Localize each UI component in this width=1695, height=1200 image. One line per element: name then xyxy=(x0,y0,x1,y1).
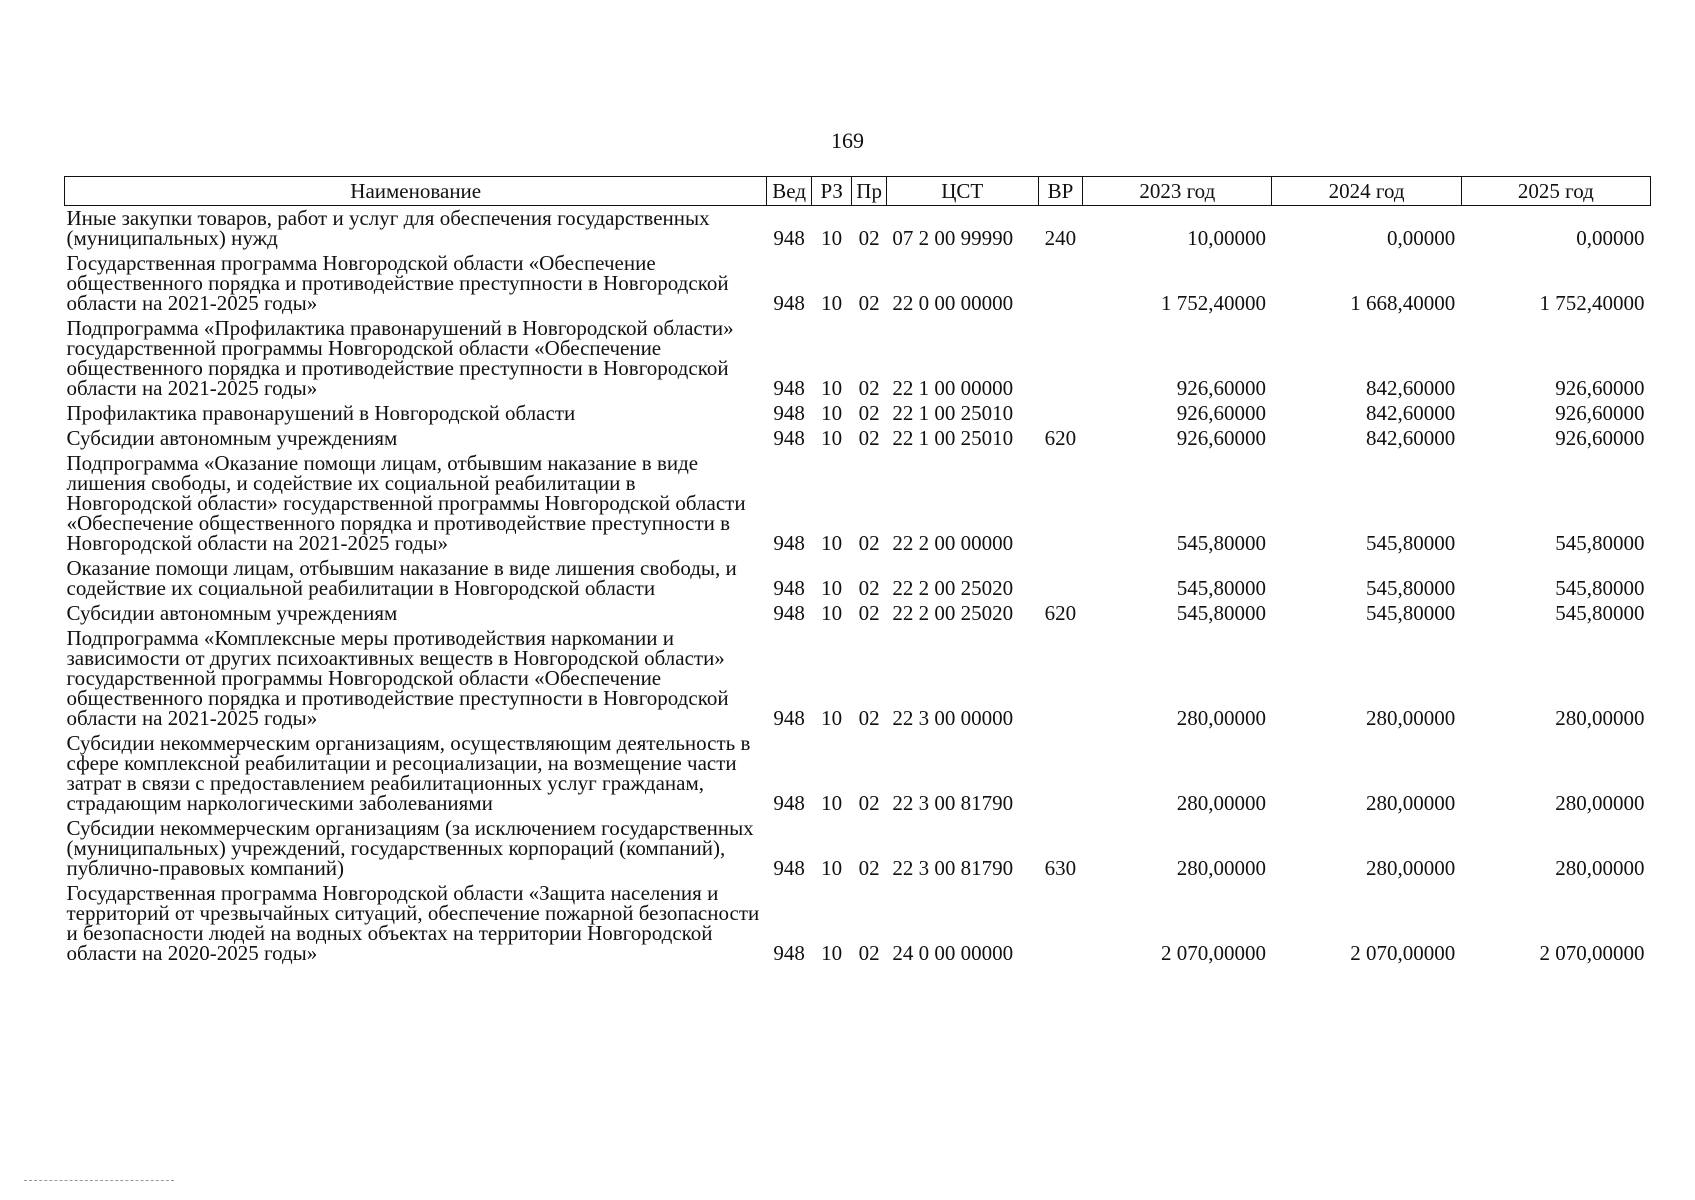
cell-2024: 545,80000 xyxy=(1365,601,1456,625)
header-ved: Вед xyxy=(767,177,812,206)
table-header xyxy=(65,177,1651,206)
cell-rz: 10 xyxy=(821,706,843,730)
cell-vr xyxy=(1038,881,1083,966)
cell-ved: 948 xyxy=(773,941,805,965)
cell-ved: 948 xyxy=(773,601,805,625)
table-row xyxy=(65,451,1651,556)
cell-rz: 10 xyxy=(821,401,843,425)
header-name: Наименование xyxy=(65,177,767,206)
cell-2023: 926,60000 xyxy=(1176,401,1266,425)
table-row xyxy=(65,601,1651,626)
table-row xyxy=(65,206,1651,252)
cell-vr: 630 xyxy=(1044,856,1077,880)
cell-2024: 280,00000 xyxy=(1365,706,1456,730)
cell-name: Оказание помощи лицам, отбывшим наказание в виде лишения свободы, и содействие их социальной реабилитации в Новгородской области xyxy=(66,556,737,600)
cell-2025: 0,00000 xyxy=(1576,226,1645,250)
table-row xyxy=(65,316,1651,401)
cell-2023: 545,80000 xyxy=(1176,601,1266,625)
cell-2025: 1 752,40000 xyxy=(1539,291,1645,315)
cell-2023: 1 752,40000 xyxy=(1160,291,1266,315)
table-row xyxy=(65,626,1651,731)
cell-vr: 620 xyxy=(1044,426,1077,450)
cell-2023: 926,60000 xyxy=(1176,376,1266,400)
cell-2023: 280,00000 xyxy=(1176,856,1266,880)
cell-name: Подпрограмма «Оказание помощи лицам, отбывшим наказание в виде лишения свободы, и содействие их социальной реабилитации в Новгородской области» государственной программы Новгородской области «Обеспечение общественного порядка и противодействие преступности в Новгородской области на 2021-2025 годы» xyxy=(66,451,746,555)
cell-vr xyxy=(1038,451,1083,556)
cell-2024: 280,00000 xyxy=(1365,791,1456,815)
cell-cst: 07 2 00 99990 xyxy=(892,226,1014,250)
cell-cst: 22 2 00 25020 xyxy=(892,576,1014,600)
header-row xyxy=(65,177,1651,206)
cell-cst: 22 1 00 25010 xyxy=(892,401,1014,425)
table-body xyxy=(65,206,1651,967)
cell-vr xyxy=(1038,556,1083,601)
table-row xyxy=(65,881,1651,966)
cell-vr: 240 xyxy=(1044,226,1077,250)
budget-table xyxy=(64,176,1651,966)
cell-vr xyxy=(1038,251,1083,316)
table-row xyxy=(65,426,1651,451)
cell-pr: 02 xyxy=(858,226,880,250)
cell-name: Субсидии автономным учреждениям xyxy=(66,426,398,450)
cell-pr: 02 xyxy=(858,291,880,315)
cell-cst: 24 0 00 00000 xyxy=(892,941,1014,965)
cell-rz: 10 xyxy=(821,291,843,315)
cell-2025: 545,80000 xyxy=(1555,601,1645,625)
cell-2024: 545,80000 xyxy=(1365,531,1456,555)
cell-rz: 10 xyxy=(821,576,843,600)
cell-ved: 948 xyxy=(773,426,805,450)
table-row xyxy=(65,251,1651,316)
cell-vr xyxy=(1038,731,1083,816)
cell-2025: 280,00000 xyxy=(1555,856,1645,880)
cell-2025: 280,00000 xyxy=(1555,791,1645,815)
cell-vr xyxy=(1038,316,1083,401)
cell-2023: 545,80000 xyxy=(1176,576,1266,600)
cell-rz: 10 xyxy=(821,601,843,625)
cell-name: Иные закупки товаров, работ и услуг для обеспечения государственных (муниципальных) нужд xyxy=(66,206,710,250)
cell-ved: 948 xyxy=(773,226,805,250)
cell-ved: 948 xyxy=(773,291,805,315)
cell-vr: 620 xyxy=(1044,601,1077,625)
cell-name: Субсидии некоммерческим организациям (за исключением государственных (муниципальных) учреждений, государственных корпораций (компаний), публично-правовых компаний) xyxy=(66,816,754,880)
cell-2024: 842,60000 xyxy=(1365,401,1456,425)
cell-name: Профилактика правонарушений в Новгородской области xyxy=(66,401,576,425)
cell-name: Субсидии автономным учреждениям xyxy=(66,601,398,625)
cell-pr: 02 xyxy=(858,426,880,450)
cell-2023: 10,00000 xyxy=(1187,226,1266,250)
cell-rz: 10 xyxy=(821,856,843,880)
cell-cst: 22 3 00 00000 xyxy=(892,706,1014,730)
header-vr: ВР xyxy=(1038,177,1083,206)
header-pr: Пр xyxy=(852,177,886,206)
cell-pr: 02 xyxy=(858,856,880,880)
cell-vr xyxy=(1038,626,1083,731)
scan-artifact-line xyxy=(24,1180,174,1181)
header-2024: 2024 год xyxy=(1272,177,1461,206)
cell-cst: 22 1 00 25010 xyxy=(892,426,1014,450)
cell-2025: 545,80000 xyxy=(1555,576,1645,600)
cell-2023: 926,60000 xyxy=(1176,426,1266,450)
cell-rz: 10 xyxy=(821,226,843,250)
cell-pr: 02 xyxy=(858,941,880,965)
cell-vr xyxy=(1038,401,1083,426)
cell-pr: 02 xyxy=(858,401,880,425)
cell-2025: 2 070,00000 xyxy=(1539,941,1645,965)
cell-rz: 10 xyxy=(821,426,843,450)
cell-2023: 545,80000 xyxy=(1176,531,1266,555)
cell-2025: 280,00000 xyxy=(1555,706,1645,730)
cell-cst: 22 2 00 25020 xyxy=(892,601,1014,625)
cell-2024: 545,80000 xyxy=(1365,576,1456,600)
header-rz: РЗ xyxy=(811,177,851,206)
cell-rz: 10 xyxy=(821,941,843,965)
cell-ved: 948 xyxy=(773,576,805,600)
table-row xyxy=(65,401,1651,426)
header-2025: 2025 год xyxy=(1461,177,1650,206)
cell-2023: 2 070,00000 xyxy=(1160,941,1266,965)
cell-2024: 842,60000 xyxy=(1365,376,1456,400)
cell-cst: 22 1 00 00000 xyxy=(892,376,1014,400)
cell-name: Государственная программа Новгородской области «Обеспечение общественного порядка и противодействие преступности в Новгородской области на 2021-2025 годы» xyxy=(66,251,729,315)
cell-ved: 948 xyxy=(773,376,805,400)
cell-2024: 280,00000 xyxy=(1365,856,1456,880)
cell-name: Подпрограмма «Профилактика правонарушений в Новгородской области» государственной программы Новгородской области «Обеспечение общественного порядка и противодействие преступности в Новгородской области на 2021-2025 годы» xyxy=(66,316,734,400)
cell-cst: 22 3 00 81790 xyxy=(892,791,1014,815)
cell-cst: 22 0 00 00000 xyxy=(892,291,1014,315)
table-row xyxy=(65,556,1651,601)
cell-rz: 10 xyxy=(821,791,843,815)
cell-2023: 280,00000 xyxy=(1176,791,1266,815)
cell-rz: 10 xyxy=(821,531,843,555)
cell-cst: 22 3 00 81790 xyxy=(892,856,1014,880)
cell-rz: 10 xyxy=(821,376,843,400)
table-row xyxy=(65,731,1651,816)
cell-pr: 02 xyxy=(858,601,880,625)
cell-pr: 02 xyxy=(858,531,880,555)
cell-2025: 926,60000 xyxy=(1555,426,1645,450)
cell-pr: 02 xyxy=(858,376,880,400)
cell-ved: 948 xyxy=(773,706,805,730)
cell-2024: 1 668,40000 xyxy=(1350,291,1456,315)
cell-ved: 948 xyxy=(773,531,805,555)
cell-2025: 926,60000 xyxy=(1555,401,1645,425)
cell-2024: 842,60000 xyxy=(1365,426,1456,450)
cell-name: Государственная программа Новгородской области «Защита населения и территорий от чрезвычайных ситуаций, обеспечение пожарной безопасности и безопасности людей на водных объектах на территории Новгородской области на 2020-2025 годы» xyxy=(66,881,760,965)
table-row xyxy=(65,816,1651,881)
cell-2025: 545,80000 xyxy=(1555,531,1645,555)
cell-pr: 02 xyxy=(858,576,880,600)
cell-ved: 948 xyxy=(773,856,805,880)
cell-2025: 926,60000 xyxy=(1555,376,1645,400)
cell-2024: 2 070,00000 xyxy=(1350,941,1456,965)
cell-pr: 02 xyxy=(858,791,880,815)
page-number: 169 xyxy=(831,128,864,153)
cell-cst: 22 2 00 00000 xyxy=(892,531,1014,555)
cell-pr: 02 xyxy=(858,706,880,730)
cell-2024: 0,00000 xyxy=(1386,226,1456,250)
cell-2023: 280,00000 xyxy=(1176,706,1266,730)
header-cst: ЦСТ xyxy=(886,177,1038,206)
cell-ved: 948 xyxy=(773,401,805,425)
cell-name: Субсидии некоммерческим организациям, осуществляющим деятельность в сфере комплексной реабилитации и ресоциализации, на возмещение части затрат в связи с предоставлением реабилитационных услуг гражданам, страдающим наркологическими заболеваниями xyxy=(66,731,751,815)
cell-name: Подпрограмма «Комплексные меры противодействия наркомании и зависимости от других психоактивных веществ в Новгородской области» государственной программы Новгородской области «Обеспечение общественного порядка и противодействие преступности в Новгородской области на 2021-2025 годы» xyxy=(66,626,729,730)
cell-ved: 948 xyxy=(773,791,805,815)
header-2023: 2023 год xyxy=(1083,177,1272,206)
